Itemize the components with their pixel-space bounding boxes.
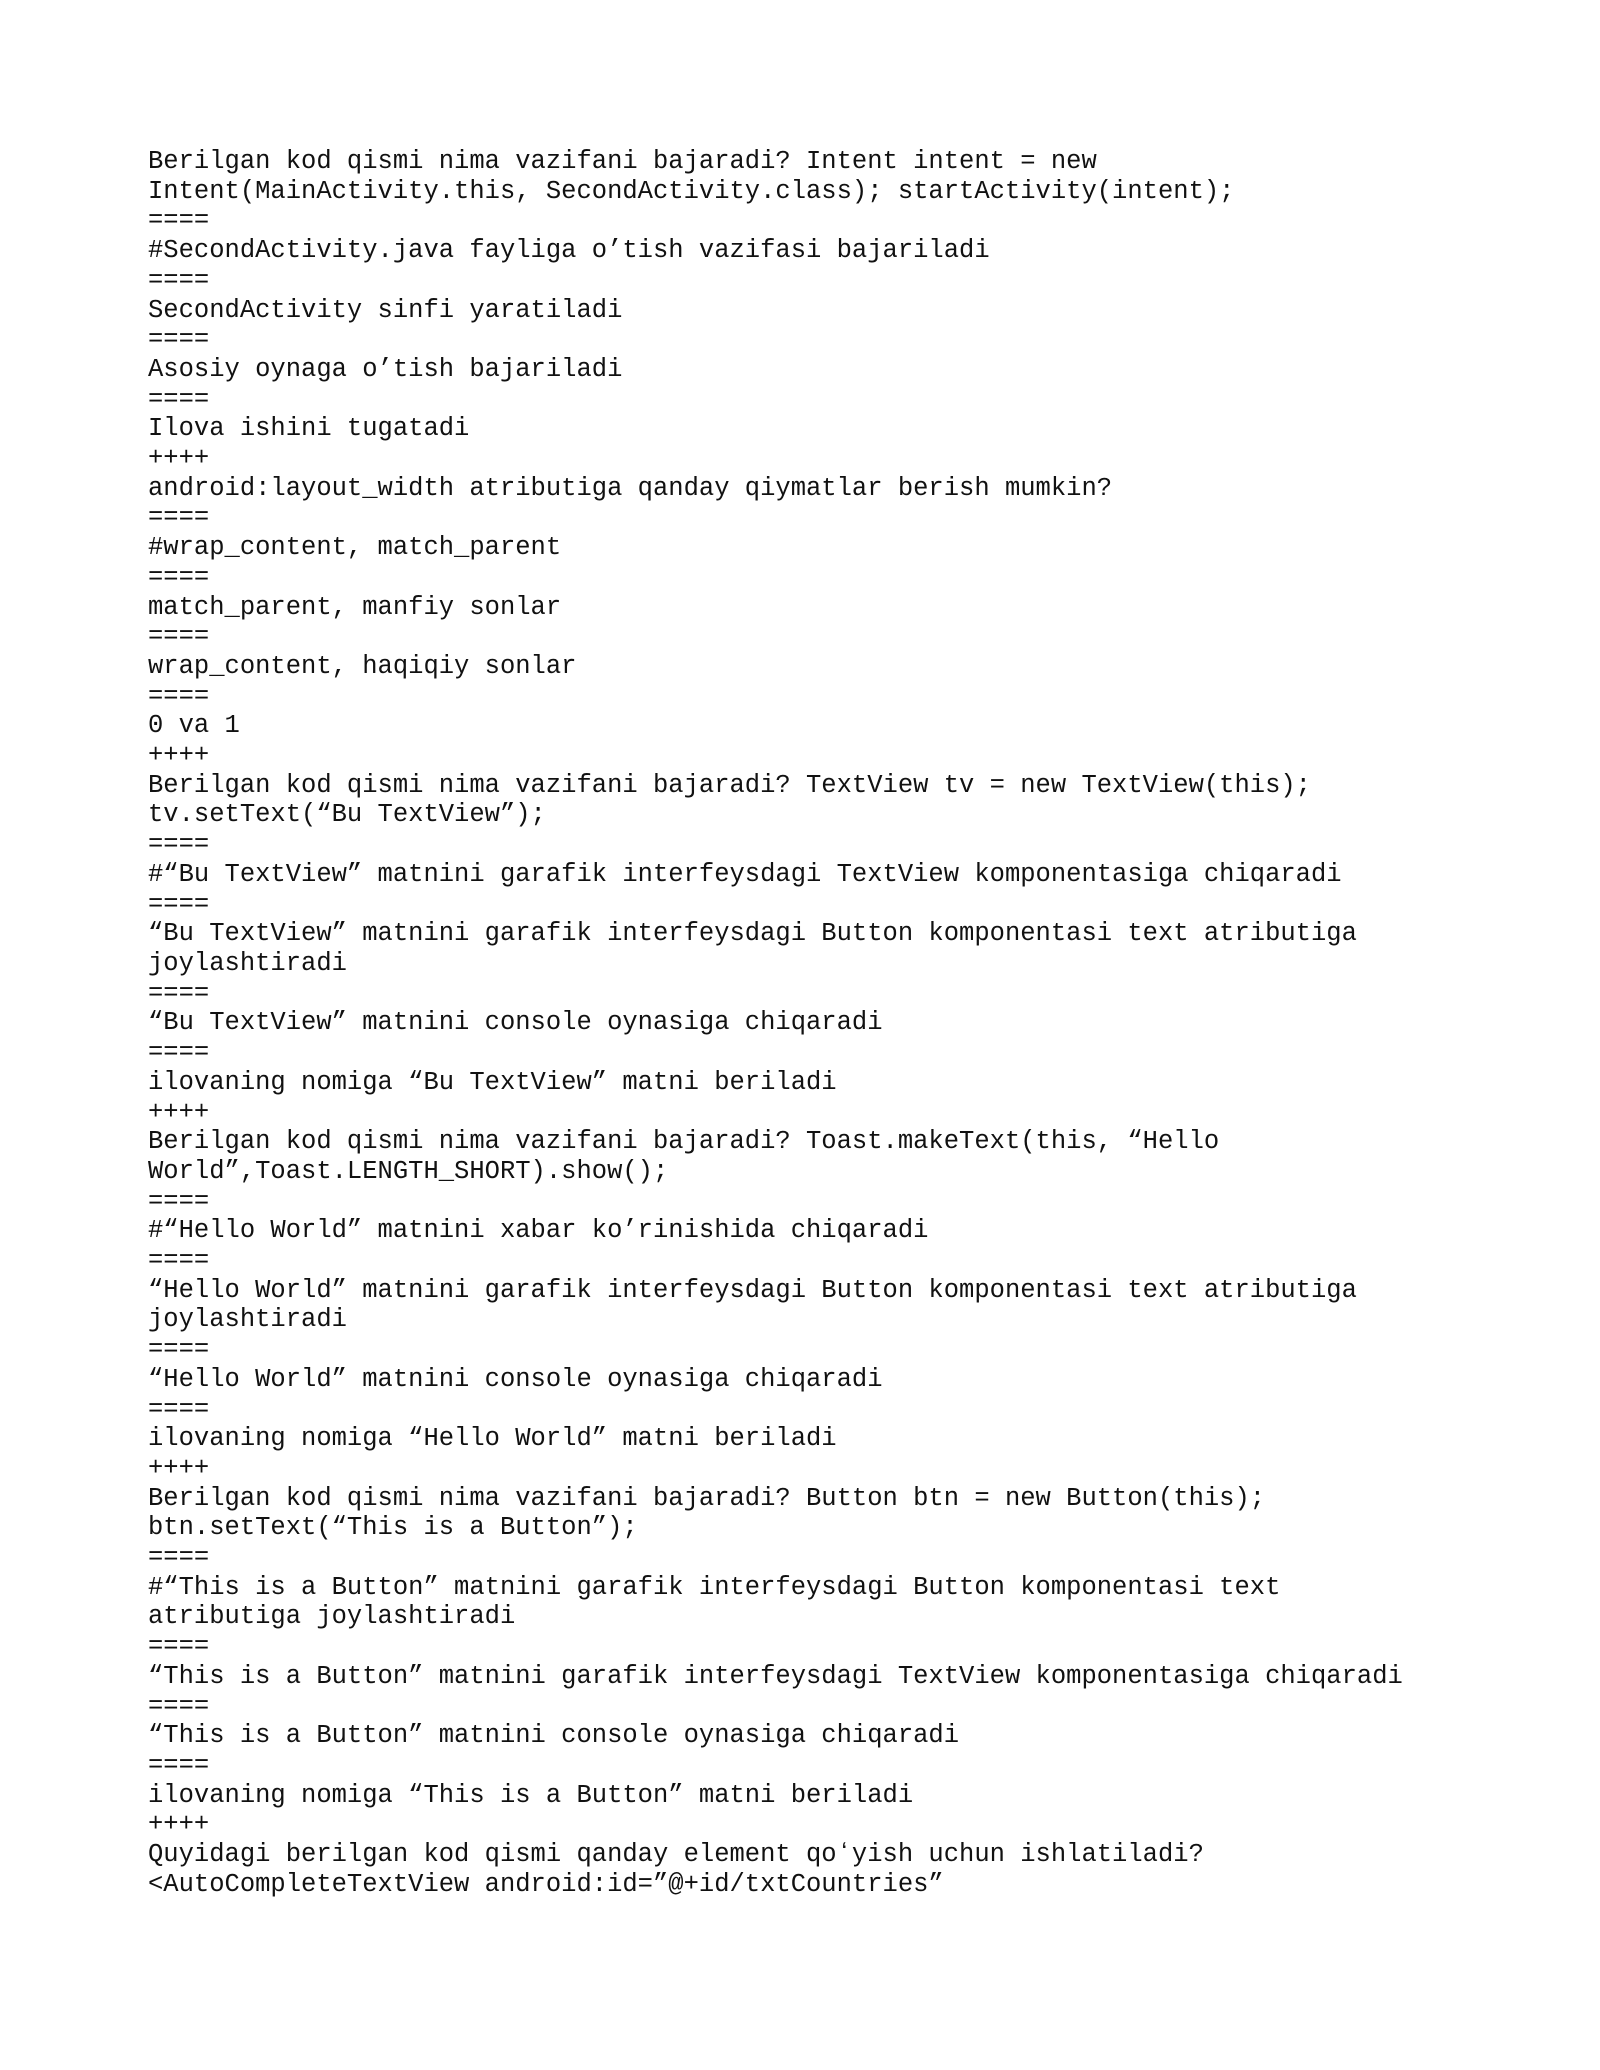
text-line: match_parent, manfiy sonlar [148,592,562,622]
text-line: ilovaning nomiga “Bu TextView” matni beriladi [148,1067,837,1097]
text-line: tv.setText(“Bu TextView”); [148,800,546,830]
text-line: Berilgan kod qismi nima vazifani bajaradi? TextView tv = new TextView(this); [148,770,1311,800]
option-separator: ==== [148,1186,210,1216]
text-line: Berilgan kod qismi nima vazifani bajaradi? Button btn = new Button(this); [148,1483,1266,1513]
text-line: Berilgan kod qismi nima vazifani bajaradi? Toast.makeText(this, “Hello [148,1127,1220,1157]
option-separator: ==== [148,1543,210,1573]
option-separator: ==== [148,889,210,919]
text-line: Berilgan kod qismi nima vazifani bajaradi? Intent intent = new [148,147,1097,176]
document-body [148,147,1458,1899]
text-line: atributiga joylashtiradi [148,1602,516,1632]
option-separator: ==== [148,1246,210,1276]
option-separator: ==== [148,830,210,860]
text-line: joylashtiradi [148,948,347,978]
question-separator: ++++ [148,1453,210,1483]
option-separator: ==== [148,265,210,295]
option-separator: ==== [148,1750,210,1780]
text-line: wrap_content, haqiqiy sonlar [148,651,577,681]
option-separator: ==== [148,1632,210,1662]
text-line: btn.setText(“This is a Button”); [148,1513,638,1543]
option-separator: ==== [148,1335,210,1365]
option-separator: ==== [148,562,210,592]
text-line: “Bu TextView” matnini garafik interfeysdagi Button komponentasi text atributiga [148,919,1357,949]
text-line: “Hello World” matnini garafik interfeysdagi Button komponentasi text atributiga [148,1275,1357,1305]
option-separator: ==== [148,1038,210,1068]
text-line: 0 va 1 [148,711,240,741]
correct-answer-line: #“This is a Button” matnini garafik interfeysdagi Button komponentasi text [148,1572,1281,1602]
text-line: joylashtiradi [148,1305,347,1335]
option-separator: ==== [148,206,210,236]
option-separator: ==== [148,1691,210,1721]
text-line: Asosiy oynaga o’tish bajariladi [148,354,623,384]
option-separator: ==== [148,503,210,533]
question-separator: ++++ [148,444,210,474]
text-line: Quyidagi berilgan kod qismi qanday element qoʻyish uchun ishlatiladi? [148,1840,1204,1870]
question-separator: ++++ [148,741,210,771]
option-separator: ==== [148,1394,210,1424]
correct-answer-line: #SecondActivity.java fayliga o’tish vazifasi bajariladi [148,236,990,266]
text-line: “This is a Button” matnini console oynasiga chiqaradi [148,1721,960,1751]
text-line: “Bu TextView” matnini console oynasiga chiqaradi [148,1008,883,1038]
option-separator: ==== [148,681,210,711]
correct-answer-line: #“Hello World” matnini xabar ko’rinishida chiqaradi [148,1216,929,1246]
option-separator: ==== [148,622,210,652]
correct-answer-line: #“Bu TextView” matnini garafik interfeysdagi TextView komponentasiga chiqaradi [148,859,1342,889]
text-line: World”,Toast.LENGTH_SHORT).show(); [148,1156,669,1186]
text-line: <AutoCompleteTextView android:id=”@+id/txtCountries” [148,1869,944,1899]
text-line: “Hello World” matnini console oynasiga chiqaradi [148,1364,883,1394]
text-line: ilovaning nomiga “This is a Button” matni beriladi [148,1780,914,1810]
question-separator: ++++ [148,1810,210,1840]
option-separator: ==== [148,384,210,414]
option-separator: ==== [148,325,210,355]
text-line: android:layout_width atributiga qanday qiymatlar berish mumkin? [148,473,1113,503]
text-line: Intent(MainActivity.this, SecondActivity.class); startActivity(intent); [148,176,1235,206]
text-line: ilovaning nomiga “Hello World” matni beriladi [148,1424,837,1454]
text-line: Ilova ishini tugatadi [148,414,470,444]
option-separator: ==== [148,978,210,1008]
text-line: SecondActivity sinfi yaratiladi [148,295,623,325]
question-separator: ++++ [148,1097,210,1127]
text-line: “This is a Button” matnini garafik interfeysdagi TextView komponentasiga chiqaradi [148,1661,1403,1691]
correct-answer-line: #wrap_content, match_parent [148,533,562,563]
